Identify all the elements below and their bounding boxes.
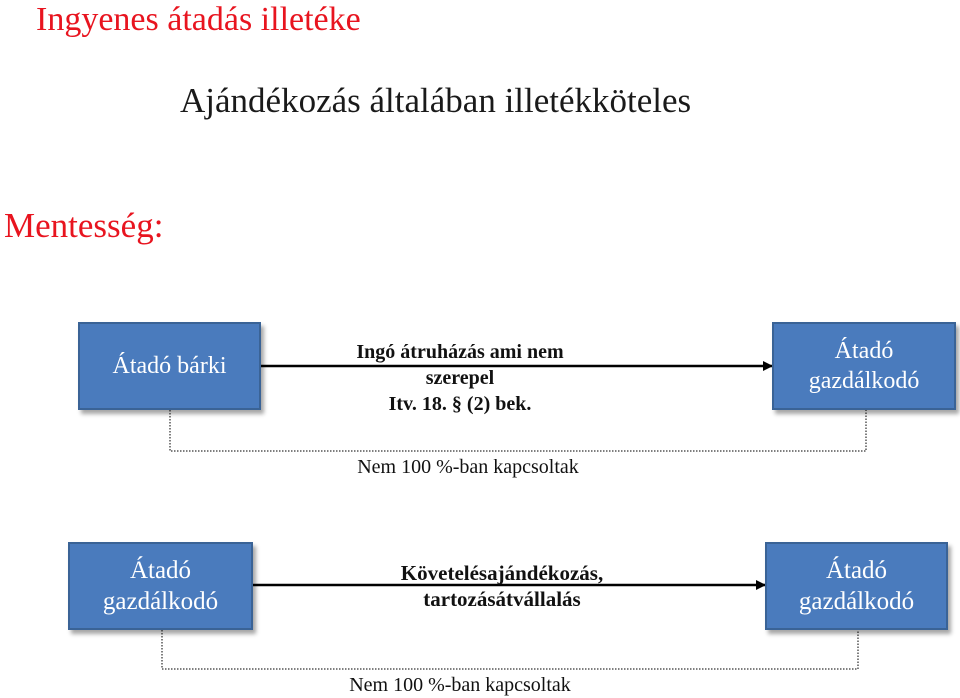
row2-right-box-line-1: Átadó [825,557,888,584]
page-subtitle: Ajándékozás általában illetékköteles [180,81,692,120]
row1-bracket-label: Nem 100 %-ban kapcsoltak [357,456,579,478]
row1-middle-line-3: Itv. 18. § (2) bek. [388,393,532,415]
row2-right-box-line-2: gazdálkodó [798,588,915,615]
row1-left-box-label: Átadó bárki [112,352,227,379]
row2-middle-text [352,560,652,612]
row2-middle-line-2: tartozásátvállalás [423,587,581,611]
row2-right-box [765,542,948,630]
row1-middle-text [340,339,580,417]
row2-left-box [68,542,253,630]
row1-left-box [78,322,261,410]
section-label: Mentesség: [4,206,164,245]
row1-right-box-line-2: gazdálkodó [808,368,920,394]
row1-middle-line-1: Ingó átruházás ami nem [356,341,564,363]
page-title: Ingyenes átadás illetéke [36,1,361,38]
row2-left-box-line-2: gazdálkodó [102,588,219,615]
row2-middle-line-1: Követelésajándékozás, [400,561,604,585]
row2-bracket-label: Nem 100 %-ban kapcsoltak [349,674,571,696]
row1-middle-line-2: szerepel [425,367,495,389]
row2-left-box-line-1: Átadó [129,557,192,584]
row1-right-box-line-1: Átadó [834,338,894,364]
row2-bracket [162,630,858,669]
row1-right-box [772,322,956,410]
